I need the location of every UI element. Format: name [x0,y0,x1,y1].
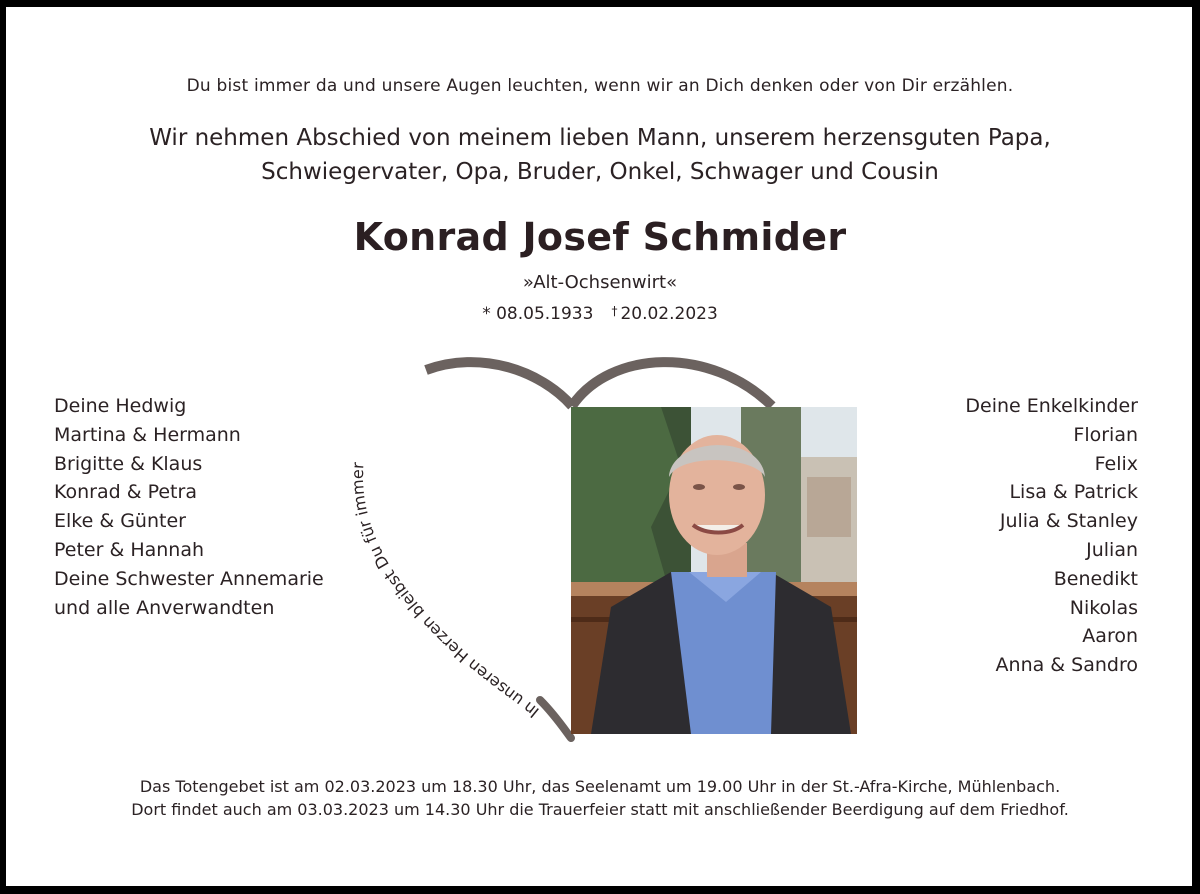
deceased-name: Konrad Josef Schmider [353,215,847,259]
service-line-2: Dort findet auch am 03.03.2023 um 14.30 Uhr die Trauerfeier statt mit anschließender Beerdigung auf dem Friedhof. [131,800,1069,819]
service-line-1: Das Totengebet ist am 02.03.2023 um 18.30 Uhr, das Seelenamt um 19.00 Uhr in der St.-Afra-Kirche, Mühlenbach. [139,777,1061,796]
mourner-name: Julian [1086,538,1138,561]
mourner-name: Elke & Günter [54,510,186,533]
portrait-photo [571,407,857,734]
heart-bottom-stroke [540,700,571,738]
heart-inscription: In unseren Herzen bleibst Du für immer [347,461,543,722]
mourner-name: Brigitte & Klaus [54,452,203,475]
farewell-line-2: Schwiegervater, Opa, Bruder, Onkel, Schwager und Cousin [261,159,939,185]
heart-left-arc [426,362,572,406]
mourners-left [54,392,324,622]
mourner-name: Peter & Hannah [54,538,205,561]
mourner-name: Julia & Stanley [999,510,1138,533]
heart-right-arc [572,362,772,406]
mourner-name: Anna & Sandro [995,654,1138,677]
cross-icon: † [611,304,618,318]
death-date: 20.02.2023 [620,304,718,324]
mourner-name: Deine Enkelkinder [965,395,1138,417]
mourner-name: Deine Schwester Annemarie [54,567,324,590]
mourner-name: Felix [1094,452,1138,475]
portrait-illustration [571,407,857,734]
mourner-name: Aaron [1082,625,1138,648]
birth-date: * 08.05.1933 [482,304,594,324]
deceased-nickname: »Alt-Ochsenwirt« [522,272,678,293]
mourners-right [965,392,1138,680]
service-info [0,775,1200,821]
life-dates [0,304,1200,324]
mourner-name: Lisa & Patrick [1009,481,1138,504]
mourner-name: Florian [1073,423,1138,446]
mourner-name: Martina & Hermann [54,423,241,446]
mourner-name: Nikolas [1069,596,1138,619]
mourner-name: und alle Anverwandten [54,596,275,619]
farewell-line-1: Wir nehmen Abschied von meinem lieben Mann, unserem herzensguten Papa, [149,125,1051,151]
motto-text: Du bist immer da und unsere Augen leuchten, wenn wir an Dich denken oder von Dir erzählen. [186,76,1014,96]
mourner-name: Konrad & Petra [54,481,197,504]
mourner-name: Benedikt [1053,567,1138,590]
mourner-name: Deine Hedwig [54,395,187,417]
